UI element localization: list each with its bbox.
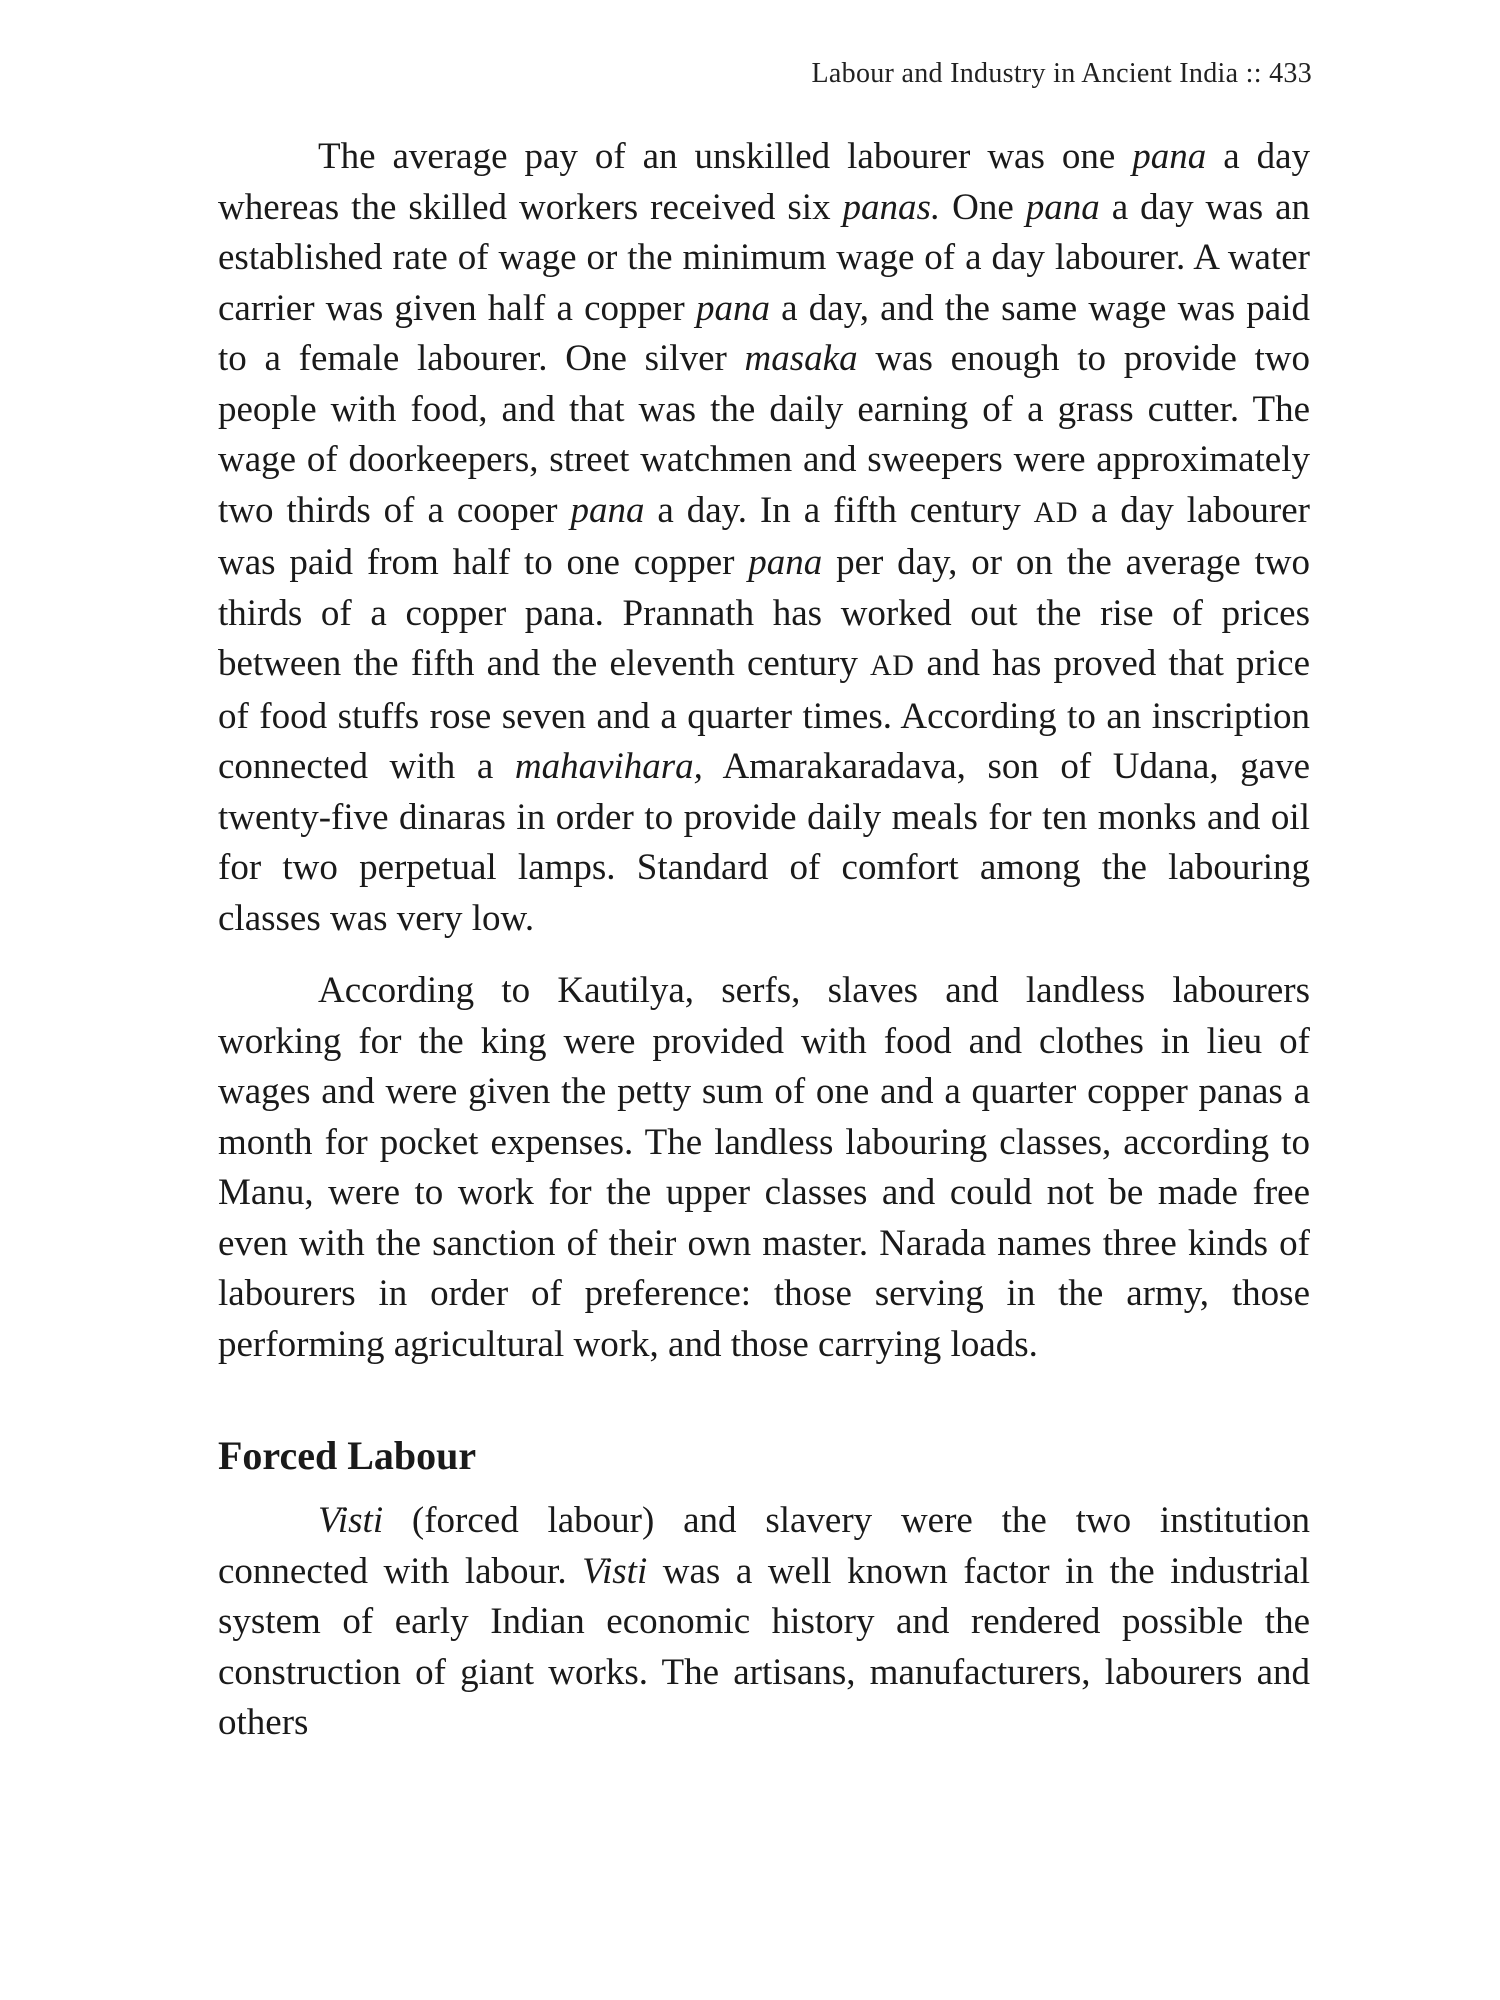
term-visti: Visti [318, 1500, 384, 1541]
section-heading: Forced Labour [218, 1433, 477, 1478]
term-masaka: masaka [744, 338, 858, 379]
term-visti: Visti [582, 1550, 648, 1592]
term-pana: pana [695, 287, 770, 329]
paragraph-forced-labour: Visti (forced labour) and slavery were the two institution connected with labour. Visti was a well known factor in the industrial system of early Indian economic history and rendered possible the construction of giant works. The artisans, manufacturers, labourers and others [218, 1500, 1310, 1743]
era-ad: AD [1033, 495, 1079, 529]
term-panas: panas. [842, 186, 941, 228]
term-pana: pana [570, 489, 645, 531]
term-pana: pana [748, 542, 823, 583]
term-pana: pana [1025, 186, 1100, 228]
running-head: Labour and Industry in Ancient India :: 433 [811, 58, 1312, 89]
paragraph-wages: The average pay of an unskilled labourer was one pana a day whereas the skilled workers received six panas. One pana a day was an established rate of wage or the minimum wage of a day labourer. A water carrier was given half a copper pana a day, and the same wage was paid to a female labourer. One silver masaka was enough to provide two people with food, and that was the daily earning of a grass cutter. The wage of doorkeepers, street watchmen and sweepers were approximately two thirds of a cooper pana a day. In a fifth century AD a day labourer was paid from half to one copper pana per day, or on the average two thirds of a copper pana. Prannath has worked out the rise of prices between the fifth and the eleventh century AD and has proved that price of food stuffs rose seven and a quarter times. According to an inscription connected with a mahavihara, Amarakaradava, son of Udana, gave twenty-five dinaras in order to provide daily meals for ten monks and oil for two perpetual lamps. Standard of comfort among the labouring classes was very low. [218, 136, 1311, 939]
era-ad: AD [870, 649, 915, 682]
term-mahavihara: mahavihara, [514, 746, 703, 787]
term-pana: pana [1132, 136, 1207, 177]
paragraph-kautilya: According to Kautilya, serfs, slaves and landless labourers working for the king were provided with food and clothes in lieu of wages and were given the petty sum of one and a quarter copper panas a month for pocket expenses. The landless labouring classes, according to Manu, were to work for the upper classes and could not be made free even with the sanction of their own master. Narada names three kinds of labourers in order of preference: those serving in the army, those performing agricultural work, and those carrying loads. [218, 970, 1310, 1365]
page-body [218, 132, 1310, 1749]
